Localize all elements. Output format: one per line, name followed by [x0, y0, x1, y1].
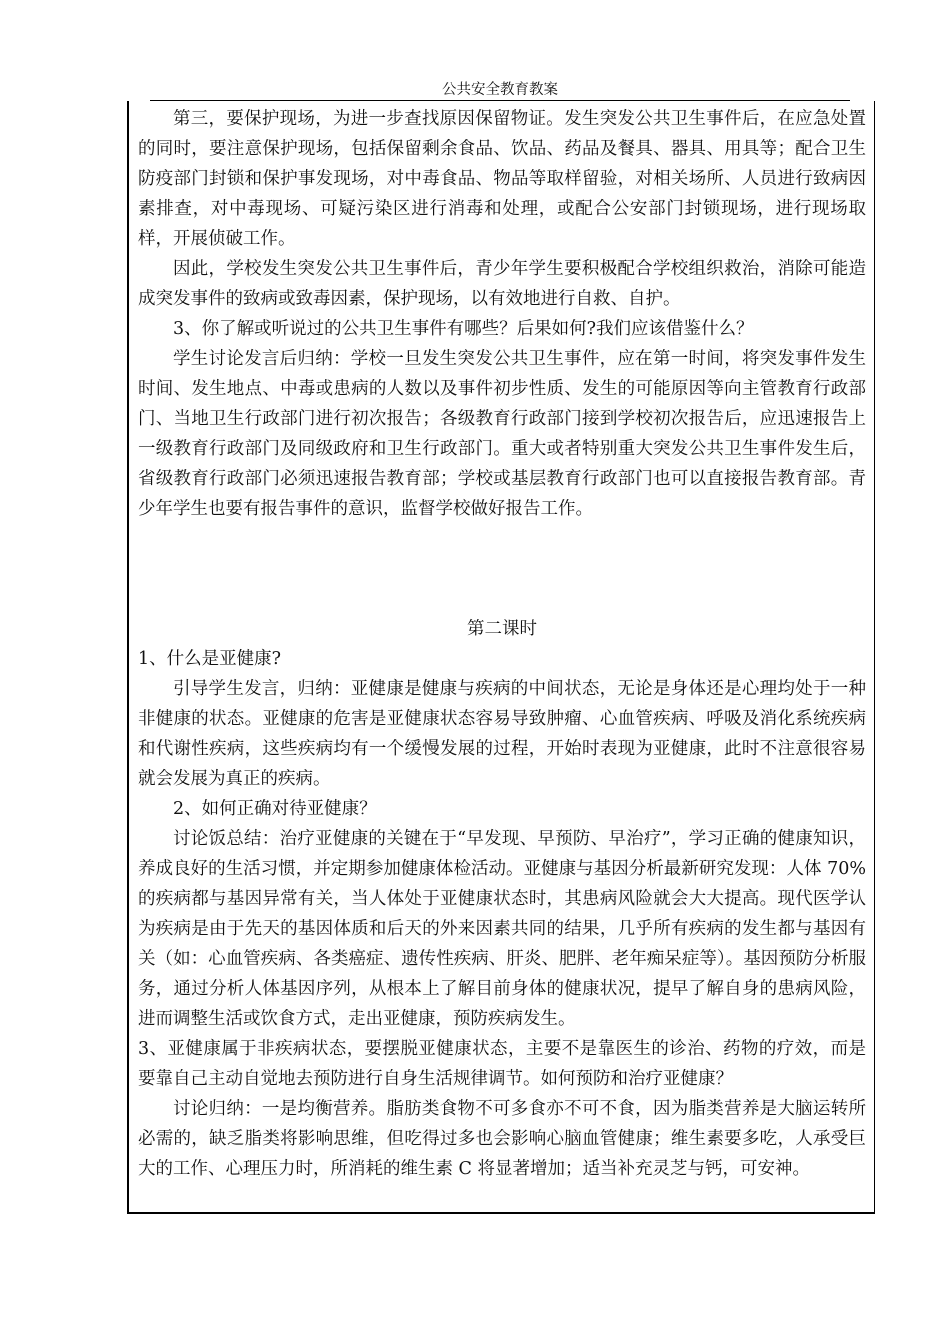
page-header: 公共安全教育教案 [442, 82, 558, 98]
paragraph-protect-scene: 第三，要保护现场，为进一步查找原因保留物证。发生突发公共卫生事件后，在应急处置的同时，要注意保护现场，包括保留剩余食品、饮品、药品及餐具、器具、用具等；配合卫生防疫部门封锁和保护事发现场，对中毒食品、物品等取样留验，对相关场所、人员进行致病因素排查，对中毒现场、可疑污染区进行消毒和处理，或配合公安部门封锁现场，进行现场取样，开展侦破工作。 [138, 109, 866, 249]
answer-treat-subhealth: 讨论饭总结：治疗亚健康的关键在于“早发现、早预防、早治疗”，学习正确的健康知识，养成良好的生活习惯，并定期参加健康体检活动。亚健康与基因分析最新研究发现：人体 70%的疾病都与基因异常有关，当人体处于亚健康状态时，其患病风险就会大大提高。现代医学认为疾病是由于先天的基因体质和后天的外来因素共同的结果，几乎所有疾病的发生都与基因有关（如：心血管疾病、各类癌症、遗传性疾病、肝炎、肥胖、老年痴呆症等）。基因预防分析服务，通过分析人体基因序列，从根本上了解目前身体的健康状况，提早了解自身的患病风险，进而调整生活或饮食方式，走出亚健康，预防疾病发生。 [138, 829, 866, 1029]
question-prevent-subhealth: 3、亚健康属于非疾病状态，要摆脱亚健康状态，主要不是靠医生的诊治、药物的疗效，而是要靠自己主动自觉地去预防进行自身生活规律调节。如何预防和治疗亚健康？ [138, 1039, 866, 1089]
lesson-two-title: 第二课时 [467, 619, 537, 639]
question-3: 3、你了解或听说过的公共卫生事件有哪些？后果如何?我们应该借鉴什么？ [173, 319, 754, 339]
paragraph-report: 学生讨论发言后归纳：学校一旦发生突发公共卫生事件，应在第一时间，将突发事件发生时间、发生地点、中毒或患病的人数以及事件初步性质、发生的可能原因等向主管教育行政部门、当地卫生行政部门进行初次报告；各级教育行政部门接到学校初次报告后，应迅速报告上一级教育行政部门及同级政府和卫生行政部门。重大或者特别重大突发公共卫生事件发生后，省级教育行政部门必须迅速报告教育部；学校或基层教育行政部门也可以直接报告教育部。青少年学生也要有报告事件的意识，监督学校做好报告工作。 [138, 349, 866, 519]
answer-prevent-subhealth: 讨论归纳：一是均衡营养。脂肪类食物不可多食亦不可不食，因为脂类营养是大脑运转所必需的，缺乏脂类将影响思维，但吃得过多也会影响心脑血管健康；维生素要多吃，人承受巨大的工作、心理压力时，所消耗的维生素 C 将显著增加；适当补充灵芝与钙，可安神。 [138, 1099, 866, 1179]
paragraph-summary: 因此，学校发生突发公共卫生事件后，青少年学生要积极配合学校组织救治，消除可能造成突发事件的致病或致毒因素，保护现场，以有效地进行自救、自护。 [138, 259, 866, 309]
lesson-plan-content [138, 104, 866, 1184]
question-subhealth: 1、什么是亚健康? [138, 649, 282, 669]
spacer [138, 524, 866, 614]
answer-subhealth: 引导学生发言，归纳：亚健康是健康与疾病的中间状态，无论是身体还是心理均处于一种非健康的状态。亚健康的危害是亚健康状态容易导致肿瘤、心血管疾病、呼吸及消化系统疾病和代谢性疾病，这些疾病均有一个缓慢发展的过程，开始时表现为亚健康，此时不注意很容易就会发展为真正的疾病。 [138, 679, 866, 789]
question-treat-subhealth: 2、如何正确对待亚健康？ [173, 799, 377, 819]
